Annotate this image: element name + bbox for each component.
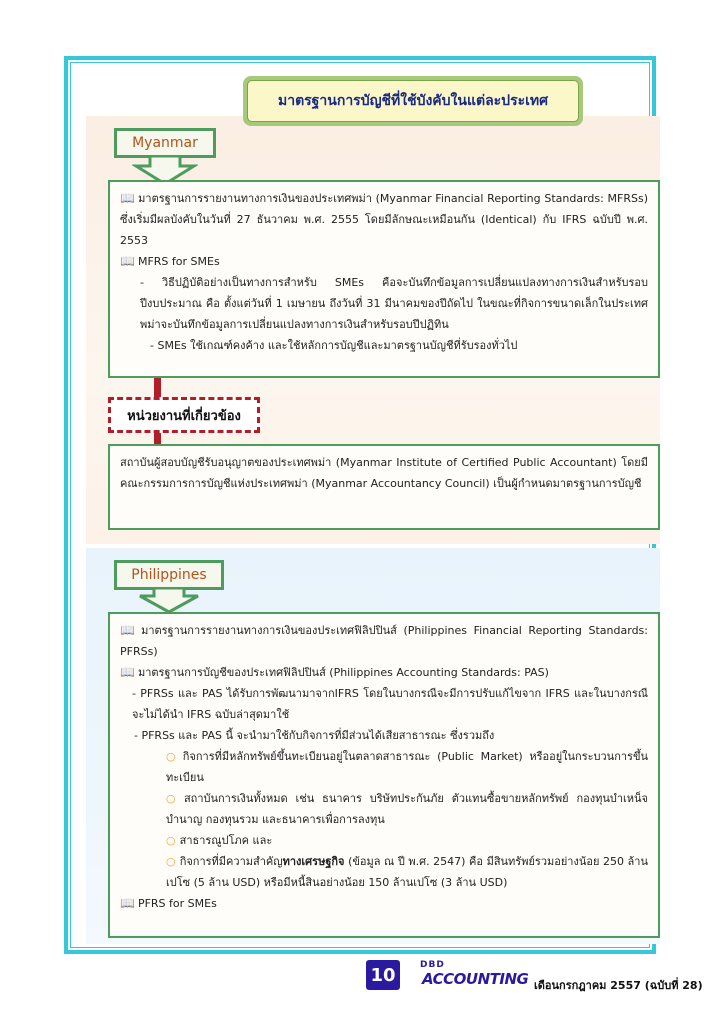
- page-footer: [362, 958, 722, 998]
- list-item: - PFRSs และ PAS นี้ จะนำมาใช้กับกิจการที่มีส่วนได้เสียสาธารณะ ซึ่งรวมถึง: [134, 729, 495, 742]
- book-icon: 📖: [120, 665, 135, 679]
- circle-bullet-icon: ○: [166, 855, 176, 868]
- issue-date: เดือนกรกฎาคม 2557 (ฉบับที่ 28): [534, 979, 703, 992]
- book-icon: 📖: [120, 254, 135, 268]
- list-item: 📖 มาตรฐานการบัญชีของประเทศฟิลิปปินส์ (Philippines Accounting Standards: PAS): [120, 665, 549, 679]
- list-item: - PFRSs และ PAS ได้รับการพัฒนามาจากIFRS โดยในบางกรณีจะมีการปรับแก้ไขจาก IFRS และในบางกรณีจะไม่ได้นำ IFRS ฉบับล่าสุดมาใช้: [132, 687, 648, 721]
- country-label-philippines: Philippines: [114, 560, 224, 590]
- circle-bullet-icon: ○: [166, 834, 176, 847]
- list-item: - SMEs ใช้เกณฑ์คงค้าง และใช้หลักการบัญชีและมาตรฐานบัญชีที่รับรองทั่วไป: [150, 339, 518, 352]
- list-item: 📖 PFRS for SMEs: [120, 896, 217, 910]
- list-item: ○ สถาบันการเงินทั้งหมด เช่น ธนาคาร บริษัทประกันภัย ตัวแทนซื้อขายหลักทรัพย์ กองทุนบำเหน็จบำนาญ กองทุนรวม และธนาคารเพื่อการลงทุน: [166, 792, 648, 826]
- connector-line: [154, 378, 161, 398]
- page-title: มาตรฐานการบัญชีที่ใช้บังคับในแต่ละประเทศ: [247, 80, 579, 122]
- brand-prefix: DBD: [420, 960, 445, 970]
- list-item: ○ กิจการที่มีหลักทรัพย์ขึ้นทะเบียนอยู่ในตลาดสาธารณะ (Public Market) หรืออยู่ในกระบวนการขึ้นทะเบียน: [166, 750, 648, 784]
- list-item: 📖 MFRS for SMEs: [120, 254, 220, 268]
- brand-logo: ACCOUNTING: [422, 970, 529, 988]
- circle-bullet-icon: ○: [166, 792, 180, 805]
- list-item: 📖 มาตรฐานการรายงานทางการเงินของประเทศพม่า (Myanmar Financial Reporting Standards: MFRSs) ซึ่งเริ่มมีผลบังคับในวันที่ 27 ธันวาคม พ.ศ. 2555 โดยมีลักษณะเหมือนกัน (Identical) กับ IFRS ฉบับปี พ.ศ. 2553: [120, 191, 648, 247]
- arrow-down-icon: [136, 588, 202, 614]
- list-item: ○ สาธารณูปโภค และ: [166, 834, 273, 847]
- country-label-myanmar: Myanmar: [114, 128, 216, 158]
- book-icon: 📖: [120, 896, 135, 910]
- myanmar-standards-box: [108, 180, 660, 378]
- list-item: 📖 มาตรฐานการรายงานทางการเงินของประเทศฟิลิปปินส์ (Philippines Financial Reporting Standards: PFRSs): [120, 623, 648, 658]
- book-icon: 📖: [120, 623, 139, 637]
- agency-text: สถาบันผู้สอบบัญชีรับอนุญาตของประเทศพม่า (Myanmar Institute of Certified Public Accountant) โดยมีคณะกรรมการการบัญชีแห่งประเทศพม่า (Myanmar Accountancy Council) เป็นผู้กำหนดมาตรฐานการบัญชี: [120, 456, 648, 490]
- myanmar-agency-box: [108, 444, 660, 530]
- list-item: ○ กิจการที่มีความสำคัญทางเศรษฐกิจ (ข้อมูล ณ ปี พ.ศ. 2547) คือ มีสินทรัพย์รวมอย่างน้อย 250 ล้านเปโซ (5 ล้าน USD) หรือมีหนี้สินอย่างน้อย 150 ล้านเปโซ (3 ล้าน USD): [166, 855, 648, 889]
- list-item: - วิธีปฏิบัติอย่างเป็นทางการสำหรับ SMEs คือจะบันทึกข้อมูลการเปลี่ยนแปลงทางการเงินสำหรับรอบปีงบประมาณ คือ ตั้งแต่วันที่ 1 เมษายน ถึงวันที่ 31 มีนาคมของปีถัดไป ในขณะที่กิจการขนาดเล็กในประเทศพม่าจะบันทึกข้อมูลการเปลี่ยนแปลงทางการเงินสำหรับรอบปีปฏิทิน: [140, 276, 648, 331]
- circle-bullet-icon: ○: [166, 750, 179, 763]
- philippines-standards-box: [108, 612, 660, 938]
- page-number: 10: [366, 960, 400, 990]
- related-agency-label: หน่วยงานที่เกี่ยวข้อง: [108, 397, 260, 433]
- book-icon: 📖: [120, 191, 136, 205]
- page-title-box: [243, 76, 583, 126]
